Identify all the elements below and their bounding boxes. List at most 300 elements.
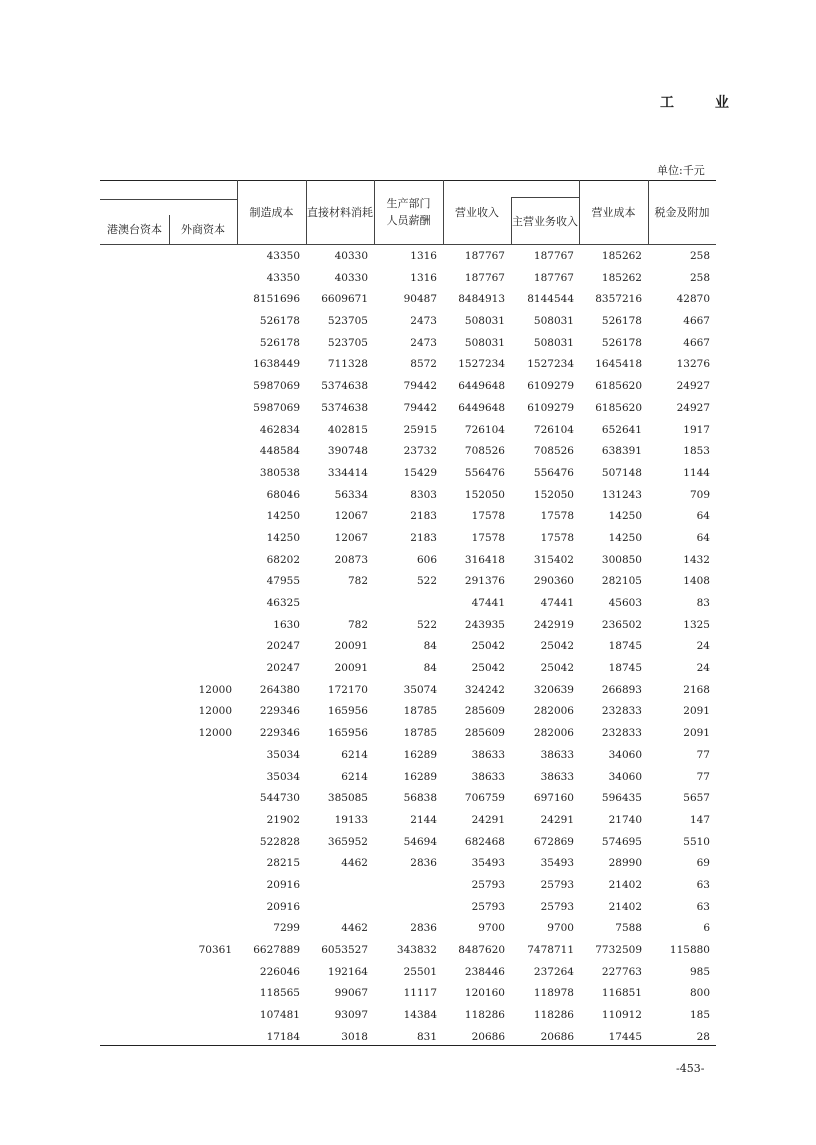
table-row — [100, 811, 716, 833]
page-header-title: 工 业 — [660, 95, 747, 111]
cell-wage: 15429 — [403, 466, 437, 479]
cell-mfg: 7299 — [273, 922, 300, 935]
table-row — [100, 355, 716, 377]
cell-wage: 343832 — [396, 944, 437, 956]
cell-main: 708526 — [533, 445, 574, 458]
cell-cost: 131243 — [601, 488, 642, 501]
cell-mfg: 544730 — [259, 792, 300, 805]
table-row — [100, 919, 716, 941]
cell-mfg: 6627889 — [253, 944, 300, 956]
cell-tax: 1917 — [683, 423, 710, 436]
cell-tax: 24 — [696, 662, 710, 675]
cell-rev: 316418 — [464, 553, 505, 566]
header-op-cost: 营业成本 — [591, 206, 636, 219]
cell-cost: 507148 — [601, 466, 642, 479]
table-row — [100, 399, 716, 421]
cell-wage: 1316 — [410, 250, 437, 262]
cell-rev: 682468 — [464, 835, 505, 848]
cell-main: 17578 — [540, 531, 574, 544]
cell-rev: 187767 — [464, 271, 505, 284]
cell-mfg: 226046 — [259, 965, 300, 978]
cell-mat: 334414 — [327, 466, 368, 479]
cell-cost: 17445 — [608, 1030, 642, 1043]
cell-tax: 13276 — [676, 358, 710, 371]
cell-rev: 35493 — [471, 857, 505, 870]
cell-rev: 243935 — [464, 618, 505, 631]
cell-wage: 1316 — [410, 271, 437, 284]
cell-mfg: 522828 — [259, 835, 300, 848]
cell-tax: 1853 — [683, 445, 710, 458]
cell-mfg: 20916 — [266, 900, 300, 913]
cell-main: 290360 — [533, 575, 574, 588]
cell-mfg: 68202 — [266, 553, 300, 566]
cell-tax: 77 — [696, 748, 710, 761]
cell-tax: 64 — [696, 510, 710, 523]
cell-main: 282006 — [533, 727, 574, 740]
cell-mat: 6214 — [341, 770, 368, 783]
cell-rev: 17578 — [471, 510, 505, 523]
cell-cost: 34060 — [608, 748, 642, 761]
cell-mfg: 118565 — [259, 987, 300, 1000]
table-row — [100, 984, 716, 1006]
cell-mfg: 14250 — [266, 510, 300, 523]
cell-mat: 165956 — [327, 705, 368, 718]
cell-tax: 2168 — [683, 683, 710, 696]
cell-mfg: 5987069 — [253, 380, 300, 393]
cell-mfg: 47955 — [266, 575, 300, 588]
cell-main: 24291 — [540, 813, 574, 826]
cell-cost: 227763 — [601, 965, 642, 978]
cell-mat: 20091 — [334, 640, 368, 653]
cell-main: 320639 — [533, 683, 574, 696]
cell-mat: 93097 — [334, 1009, 368, 1022]
cell-tax: 709 — [689, 488, 710, 501]
cell-tax: 24 — [696, 640, 710, 653]
cell-rev: 706759 — [464, 792, 505, 805]
cell-mat: 56334 — [334, 488, 368, 501]
cell-cost: 1645418 — [595, 358, 642, 371]
cell-wage: 54694 — [403, 835, 437, 848]
cell-wage: 18785 — [403, 727, 437, 740]
cell-mat: 365952 — [327, 835, 368, 848]
cell-main: 7478711 — [527, 944, 574, 956]
cell-main: 118286 — [533, 1009, 574, 1022]
cell-tax: 42870 — [676, 293, 710, 306]
cell-tax: 985 — [689, 965, 710, 978]
cell-mat: 385085 — [327, 792, 368, 805]
cell-mfg: 35034 — [266, 748, 300, 761]
header-direct-material: 直接材料消耗 — [307, 206, 373, 219]
cell-tax: 83 — [696, 597, 710, 609]
cell-mat: 6609671 — [321, 293, 368, 306]
cell-rev: 187767 — [464, 250, 505, 262]
cell-foreign: 12000 — [198, 727, 232, 740]
cell-main: 47441 — [540, 597, 574, 609]
cell-mat: 523705 — [327, 336, 368, 349]
cell-tax: 5510 — [683, 835, 710, 848]
cell-rev: 47441 — [471, 597, 505, 609]
cell-rev: 1527234 — [458, 358, 505, 371]
table-row — [100, 551, 716, 573]
cell-rev: 6449648 — [458, 401, 505, 414]
cell-rev: 25793 — [471, 878, 505, 891]
header-sub-rule-revenue — [511, 197, 579, 198]
cell-mat: 99067 — [334, 987, 368, 1000]
cell-cost: 7588 — [615, 922, 642, 935]
cell-wage: 25501 — [403, 965, 437, 978]
page-number: -453- — [676, 1062, 705, 1075]
cell-mfg: 35034 — [266, 770, 300, 783]
cell-tax: 63 — [696, 900, 710, 913]
cell-cost: 526178 — [601, 315, 642, 328]
cell-main: 508031 — [533, 315, 574, 328]
cell-cost: 21740 — [608, 813, 642, 826]
cell-mfg: 462834 — [259, 423, 300, 436]
cell-tax: 2091 — [683, 727, 710, 740]
cell-wage: 79442 — [403, 380, 437, 393]
cell-mat: 6053527 — [321, 944, 368, 956]
cell-cost: 6185620 — [595, 380, 642, 393]
cell-tax: 185 — [689, 1009, 710, 1022]
cell-wage: 14384 — [403, 1009, 437, 1022]
cell-cost: 232833 — [601, 727, 642, 740]
cell-rev: 291376 — [464, 575, 505, 588]
cell-mfg: 5987069 — [253, 401, 300, 414]
cell-mat: 40330 — [334, 271, 368, 284]
cell-tax: 63 — [696, 878, 710, 891]
cell-mfg: 17184 — [266, 1030, 300, 1043]
cell-rev: 556476 — [464, 466, 505, 479]
cell-cost: 110912 — [601, 1009, 642, 1022]
header-tax: 税金及附加 — [654, 206, 710, 219]
table-row — [100, 833, 716, 855]
cell-rev: 508031 — [464, 336, 505, 349]
table-row — [100, 464, 716, 486]
cell-mfg: 43350 — [266, 271, 300, 284]
cell-tax: 77 — [696, 770, 710, 783]
cell-mat: 12067 — [334, 531, 368, 544]
cell-tax: 258 — [689, 271, 710, 284]
cell-rev: 238446 — [464, 965, 505, 978]
cell-wage: 84 — [423, 662, 437, 675]
table-row — [100, 529, 716, 551]
cell-tax: 6 — [703, 922, 710, 935]
cell-mfg: 68046 — [266, 488, 300, 501]
header-mfg-cost: 制造成本 — [249, 206, 294, 219]
cell-cost: 282105 — [601, 575, 642, 588]
cell-mat: 782 — [347, 618, 368, 631]
table-row — [100, 616, 716, 638]
cell-rev: 118286 — [464, 1009, 505, 1022]
cell-main: 17578 — [540, 510, 574, 523]
cell-rev: 38633 — [471, 748, 505, 761]
cell-main: 25042 — [540, 662, 574, 675]
cell-mat: 402815 — [327, 423, 368, 436]
cell-foreign: 12000 — [198, 705, 232, 718]
cell-cost: 638391 — [601, 445, 642, 458]
table-row — [100, 507, 716, 529]
header-foreign-capital: 外商资本 — [181, 223, 225, 236]
cell-rev: 25793 — [471, 900, 505, 913]
cell-rev: 8487620 — [458, 944, 505, 956]
cell-cost: 14250 — [608, 510, 642, 523]
cell-tax: 115880 — [669, 944, 710, 956]
cell-cost: 652641 — [601, 423, 642, 436]
cell-main: 9700 — [547, 922, 574, 935]
cell-mat: 19133 — [334, 813, 368, 826]
cell-tax: 1144 — [683, 466, 710, 479]
cell-mfg: 107481 — [259, 1009, 300, 1022]
cell-mat: 20091 — [334, 662, 368, 675]
table-row — [100, 442, 716, 464]
cell-rev: 24291 — [471, 813, 505, 826]
cell-rev: 6449648 — [458, 380, 505, 393]
cell-wage: 8572 — [410, 358, 437, 371]
cell-wage: 2836 — [410, 922, 437, 935]
cell-cost: 14250 — [608, 531, 642, 544]
cell-main: 6109279 — [527, 401, 574, 414]
table-row — [100, 312, 716, 334]
cell-wage: 56838 — [403, 792, 437, 805]
cell-tax: 2091 — [683, 705, 710, 718]
cell-wage: 35074 — [403, 683, 437, 696]
cell-mat: 165956 — [327, 727, 368, 740]
cell-cost: 6185620 — [595, 401, 642, 414]
cell-wage: 25915 — [403, 423, 437, 436]
cell-main: 8144544 — [527, 293, 574, 306]
cell-foreign: 12000 — [198, 683, 232, 696]
table-row — [100, 789, 716, 811]
cell-tax: 1325 — [683, 618, 710, 631]
cell-main: 726104 — [533, 423, 574, 436]
cell-tax: 69 — [696, 857, 710, 870]
table-body — [100, 247, 716, 1049]
table-row — [100, 746, 716, 768]
cell-rev: 17578 — [471, 531, 505, 544]
cell-mfg: 380538 — [259, 466, 300, 479]
cell-mat: 390748 — [327, 445, 368, 458]
cell-tax: 24927 — [676, 401, 710, 414]
cell-main: 25793 — [540, 878, 574, 891]
table-row — [100, 898, 716, 920]
cell-mat: 523705 — [327, 315, 368, 328]
cell-main: 25042 — [540, 640, 574, 653]
table-row — [100, 1006, 716, 1028]
header-main-revenue: 主营业务收入 — [512, 215, 578, 228]
table-row — [100, 572, 716, 594]
cell-mfg: 28215 — [266, 857, 300, 870]
table-row — [100, 876, 716, 898]
cell-cost: 45603 — [608, 597, 642, 609]
cell-rev: 38633 — [471, 770, 505, 783]
cell-wage: 522 — [416, 618, 437, 631]
table-row — [100, 724, 716, 746]
cell-tax: 4667 — [683, 336, 710, 349]
cell-mat: 192164 — [327, 965, 368, 978]
cell-rev: 285609 — [464, 727, 505, 740]
cell-wage: 2183 — [410, 510, 437, 523]
cell-tax: 5657 — [683, 792, 710, 805]
cell-tax: 28 — [696, 1030, 710, 1043]
header-revenue: 营业收入 — [455, 206, 499, 219]
cell-main: 282006 — [533, 705, 574, 718]
cell-wage: 2144 — [410, 813, 437, 826]
cell-rev: 508031 — [464, 315, 505, 328]
cell-mfg: 20247 — [266, 640, 300, 653]
header-wages-line1: 生产部门 — [386, 197, 431, 210]
table-row — [100, 486, 716, 508]
cell-tax: 1408 — [683, 575, 710, 588]
cell-mat: 5374638 — [321, 401, 368, 414]
cell-rev: 708526 — [464, 445, 505, 458]
cell-wage: 18785 — [403, 705, 437, 718]
cell-main: 6109279 — [527, 380, 574, 393]
table-row — [100, 941, 716, 963]
cell-wage: 2473 — [410, 336, 437, 349]
cell-mfg: 46325 — [266, 597, 300, 609]
cell-main: 315402 — [533, 553, 574, 566]
header-hk-capital: 港澳台资本 — [107, 223, 162, 236]
table-row — [100, 637, 716, 659]
table-row — [100, 854, 716, 876]
cell-mfg: 43350 — [266, 250, 300, 262]
cell-wage: 23732 — [403, 445, 437, 458]
cell-rev: 20686 — [471, 1030, 505, 1043]
cell-mfg: 264380 — [259, 683, 300, 696]
cell-cost: 7732509 — [595, 944, 642, 956]
table-bottom-rule — [100, 1045, 716, 1046]
cell-cost: 18745 — [608, 662, 642, 675]
cell-cost: 21402 — [608, 878, 642, 891]
cell-mat: 782 — [347, 575, 368, 588]
cell-cost: 185262 — [601, 250, 642, 262]
unit-label: 单位:千元 — [657, 164, 705, 177]
cell-rev: 324242 — [464, 683, 505, 696]
cell-main: 35493 — [540, 857, 574, 870]
cell-mfg: 20247 — [266, 662, 300, 675]
cell-mat: 711328 — [327, 358, 368, 371]
cell-rev: 726104 — [464, 423, 505, 436]
cell-wage: 79442 — [403, 401, 437, 414]
cell-rev: 152050 — [464, 488, 505, 501]
cell-mat: 4462 — [341, 857, 368, 870]
cell-mat: 40330 — [334, 250, 368, 262]
cell-mat: 12067 — [334, 510, 368, 523]
table-row — [100, 963, 716, 985]
cell-foreign: 70361 — [198, 944, 232, 956]
cell-cost: 18745 — [608, 640, 642, 653]
cell-main: 242919 — [533, 618, 574, 631]
cell-cost: 596435 — [601, 792, 642, 805]
cell-main: 118978 — [533, 987, 574, 1000]
cell-mfg: 229346 — [259, 727, 300, 740]
cell-cost: 28990 — [608, 857, 642, 870]
cell-mfg: 1630 — [273, 618, 300, 631]
cell-main: 187767 — [533, 250, 574, 262]
cell-rev: 120160 — [464, 987, 505, 1000]
table-row — [100, 269, 716, 291]
table-row — [100, 290, 716, 312]
cell-cost: 185262 — [601, 271, 642, 284]
table-row — [100, 421, 716, 443]
cell-main: 25793 — [540, 900, 574, 913]
cell-mat: 5374638 — [321, 380, 368, 393]
cell-wage: 522 — [416, 575, 437, 588]
cell-mat: 3018 — [341, 1030, 368, 1043]
cell-wage: 90487 — [403, 293, 437, 306]
cell-cost: 21402 — [608, 900, 642, 913]
cell-mfg: 8151696 — [253, 293, 300, 306]
cell-rev: 25042 — [471, 662, 505, 675]
cell-wage: 16289 — [403, 770, 437, 783]
table-row — [100, 594, 716, 616]
cell-wage: 831 — [416, 1030, 437, 1043]
table-row — [100, 681, 716, 703]
header-sub-rule-left — [100, 199, 237, 200]
cell-cost: 526178 — [601, 336, 642, 349]
cell-wage: 2183 — [410, 531, 437, 544]
cell-main: 38633 — [540, 748, 574, 761]
cell-wage: 11117 — [403, 987, 437, 1000]
cell-mfg: 21902 — [266, 813, 300, 826]
cell-mfg: 14250 — [266, 531, 300, 544]
cell-cost: 116851 — [601, 987, 642, 1000]
header-wages-line2: 人员薪酬 — [386, 214, 431, 227]
cell-wage: 2836 — [410, 857, 437, 870]
cell-wage: 2473 — [410, 315, 437, 328]
cell-tax: 800 — [689, 987, 710, 1000]
cell-main: 697160 — [533, 792, 574, 805]
table-row — [100, 247, 716, 269]
cell-cost: 574695 — [601, 835, 642, 848]
cell-wage: 8303 — [410, 488, 437, 501]
cell-main: 672869 — [533, 835, 574, 848]
table-row — [100, 702, 716, 724]
cell-main: 508031 — [533, 336, 574, 349]
cell-mat: 6214 — [341, 748, 368, 761]
cell-tax: 1432 — [683, 553, 710, 566]
header-divider-4 — [374, 180, 375, 244]
cell-mat: 4462 — [341, 922, 368, 935]
cell-cost: 300850 — [601, 553, 642, 566]
cell-cost: 8357216 — [595, 293, 642, 306]
cell-wage: 16289 — [403, 748, 437, 761]
cell-main: 237264 — [533, 965, 574, 978]
cell-mfg: 526178 — [259, 336, 300, 349]
cell-mat: 20873 — [334, 553, 368, 566]
cell-main: 152050 — [533, 488, 574, 501]
header-bottom-rule — [100, 244, 716, 245]
cell-main: 556476 — [533, 466, 574, 479]
cell-main: 38633 — [540, 770, 574, 783]
cell-mfg: 229346 — [259, 705, 300, 718]
cell-wage: 606 — [416, 553, 437, 566]
cell-main: 187767 — [533, 271, 574, 284]
cell-tax: 147 — [689, 813, 710, 826]
cell-main: 1527234 — [527, 358, 574, 371]
cell-tax: 64 — [696, 531, 710, 544]
cell-cost: 232833 — [601, 705, 642, 718]
cell-mat: 172170 — [327, 683, 368, 696]
cell-cost: 236502 — [601, 618, 642, 631]
table-row — [100, 334, 716, 356]
cell-tax: 4667 — [683, 315, 710, 328]
cell-wage: 84 — [423, 640, 437, 653]
cell-tax: 24927 — [676, 380, 710, 393]
cell-rev: 8484913 — [458, 293, 505, 306]
cell-tax: 258 — [689, 250, 710, 262]
cell-mfg: 1638449 — [253, 358, 300, 371]
